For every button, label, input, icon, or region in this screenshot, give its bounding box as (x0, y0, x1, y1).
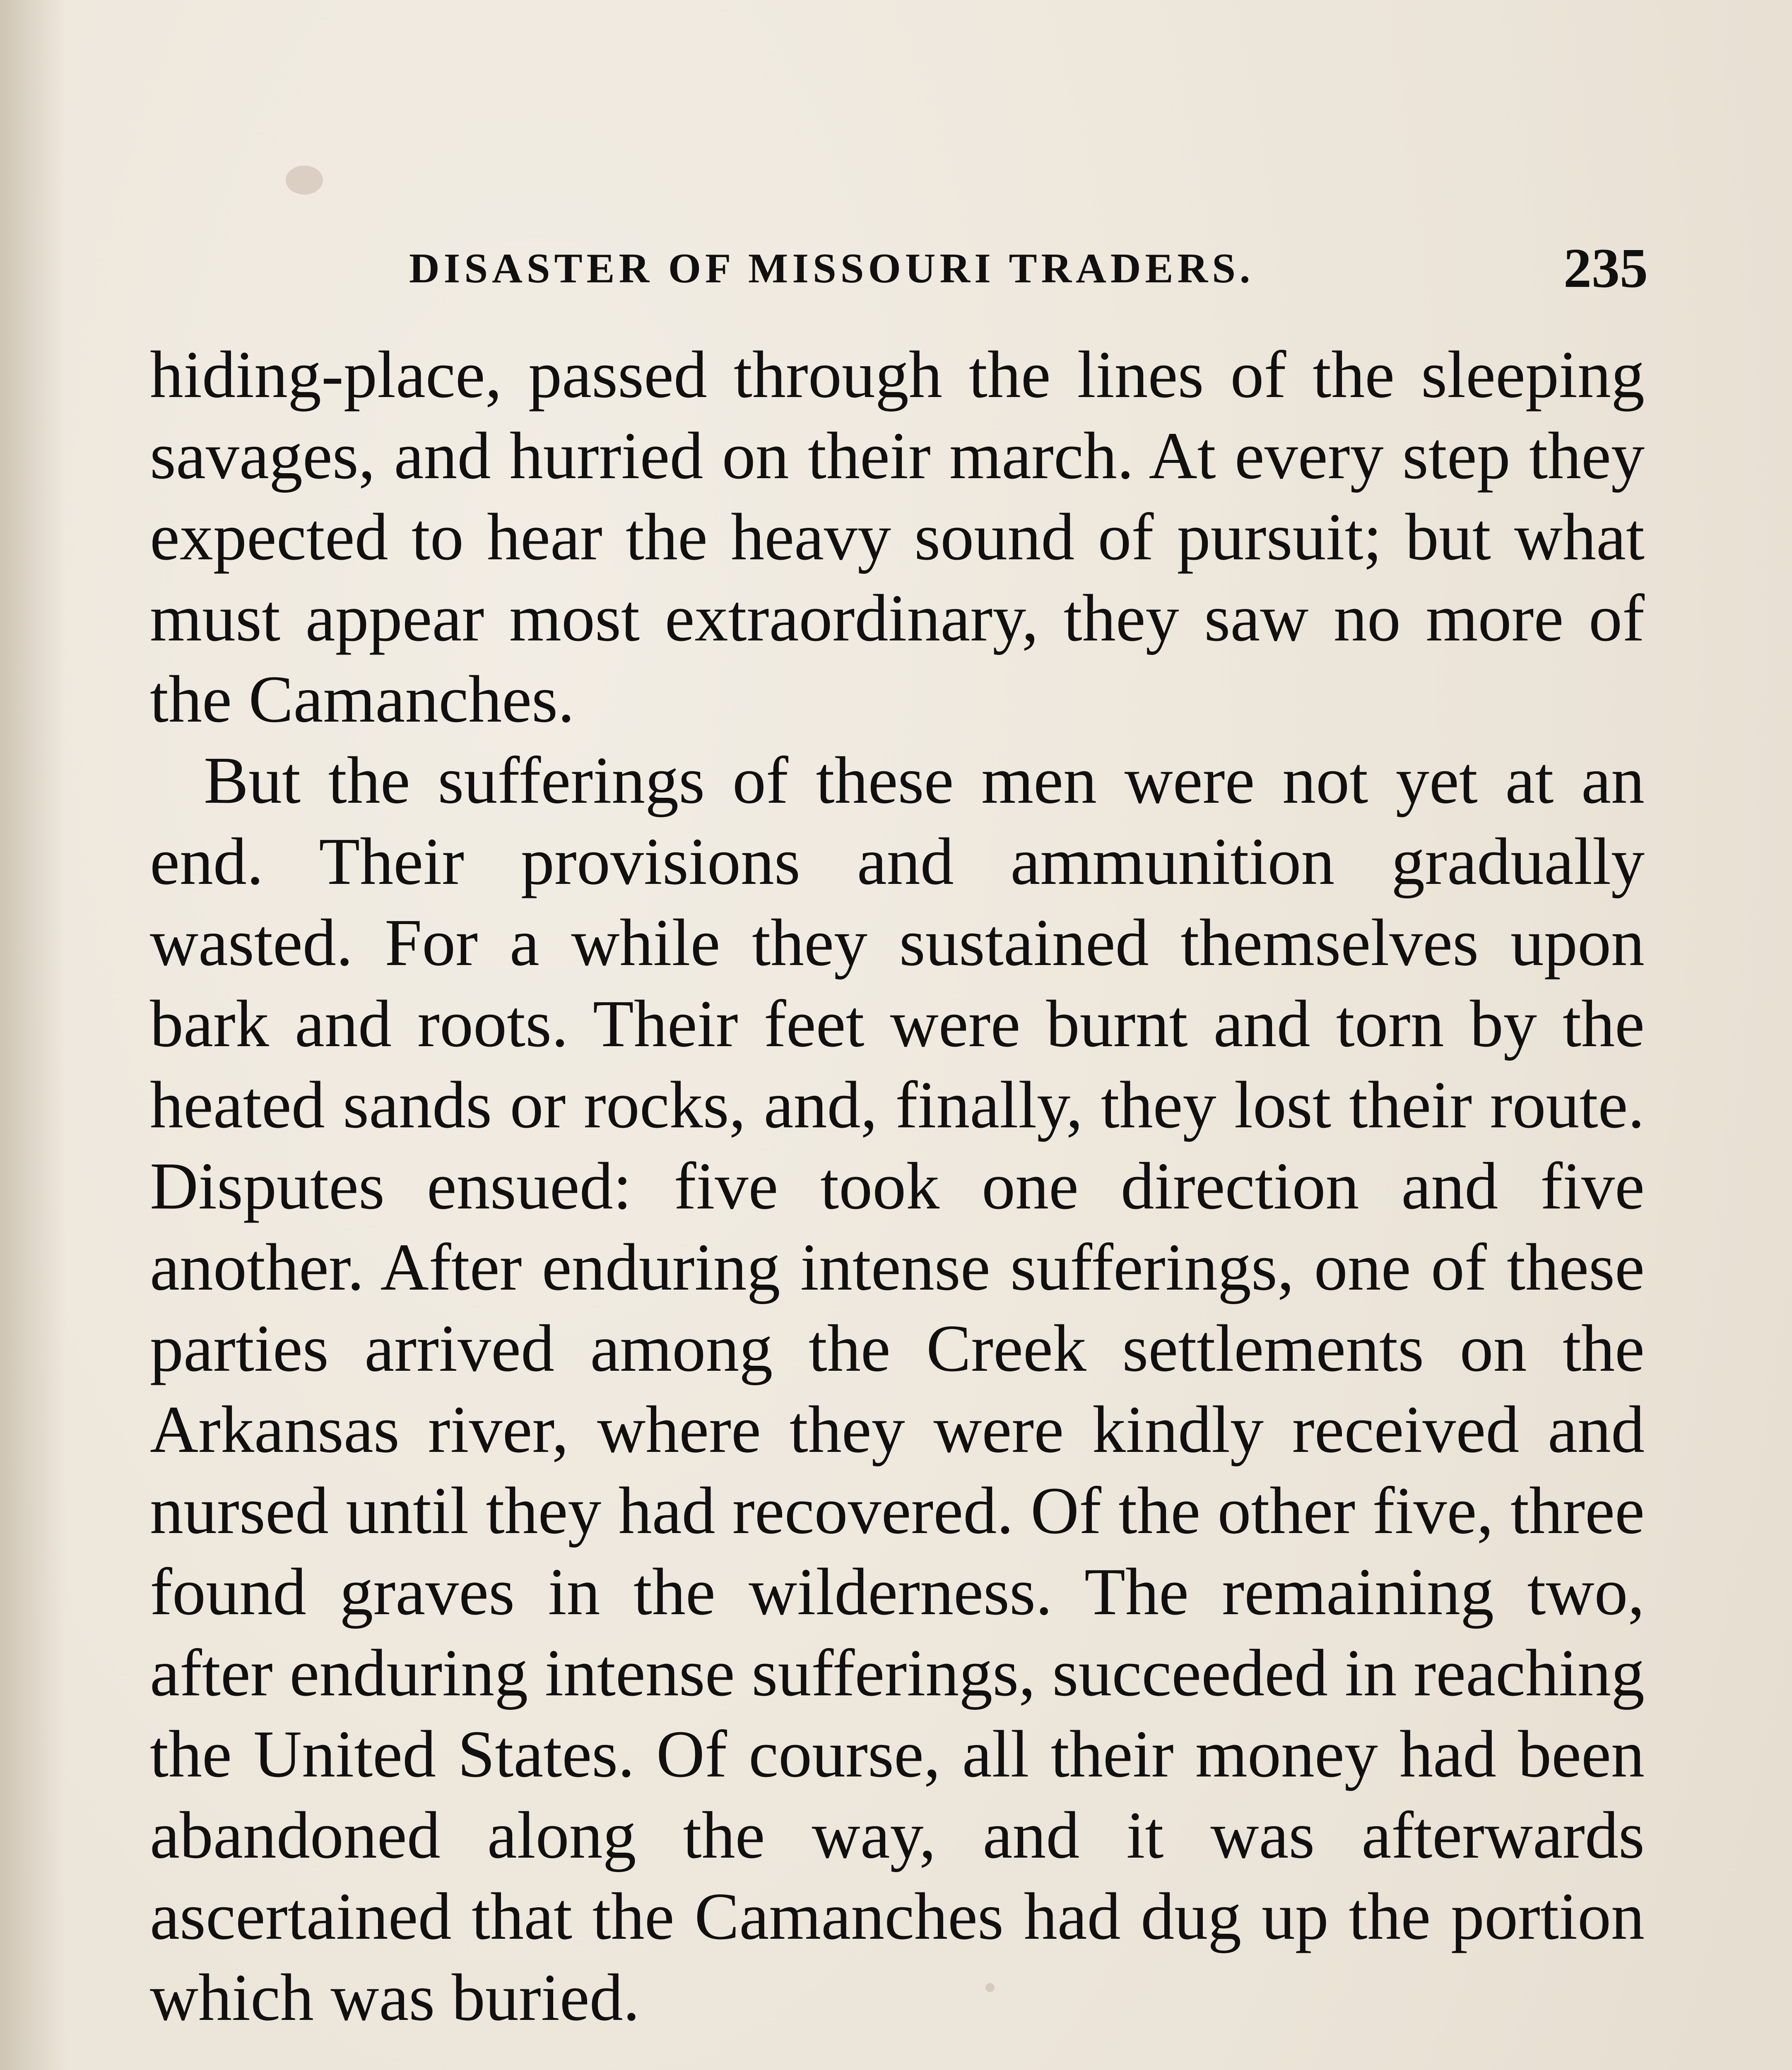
running-head (149, 236, 1648, 306)
foxing-spot (286, 166, 323, 195)
page-number: 235 (1563, 237, 1648, 299)
paragraph: But the sufferings of these men were not yet at an end. Their provisions and ammunition gradually wasted. For a while they sustained themselves upon bark and roots. Their feet were burnt and torn by the heated sands or rocks, and, finally, they lost their route. Disputes ensued: five took one direction and five another. After enduring intense sufferings, one of these parties arrived among the Creek settlements on the Arkansas river, where they were kindly received and nursed until they had recovered. Of the other five, three found graves in the wilderness. The remaining two, after enduring intense sufferings, succeeded in reaching the United States. Of course, all their money had been abandoned along the way, and it was afterwards ascertained that the Camanches had dug up the portion which was buried. (150, 744, 1645, 2035)
paragraph: hiding-place, passed through the lines of the sleeping savages, and hurried on their march. At every step they expected to hear the heavy sound of pursuit; but what must appear most extraordinary, they saw no more of the Camanches. (150, 338, 1645, 737)
body-text (150, 335, 1645, 2039)
running-title: DISASTER OF MISSOURI TRADERS. (409, 245, 1255, 292)
page-gutter-shadow (0, 0, 66, 2070)
